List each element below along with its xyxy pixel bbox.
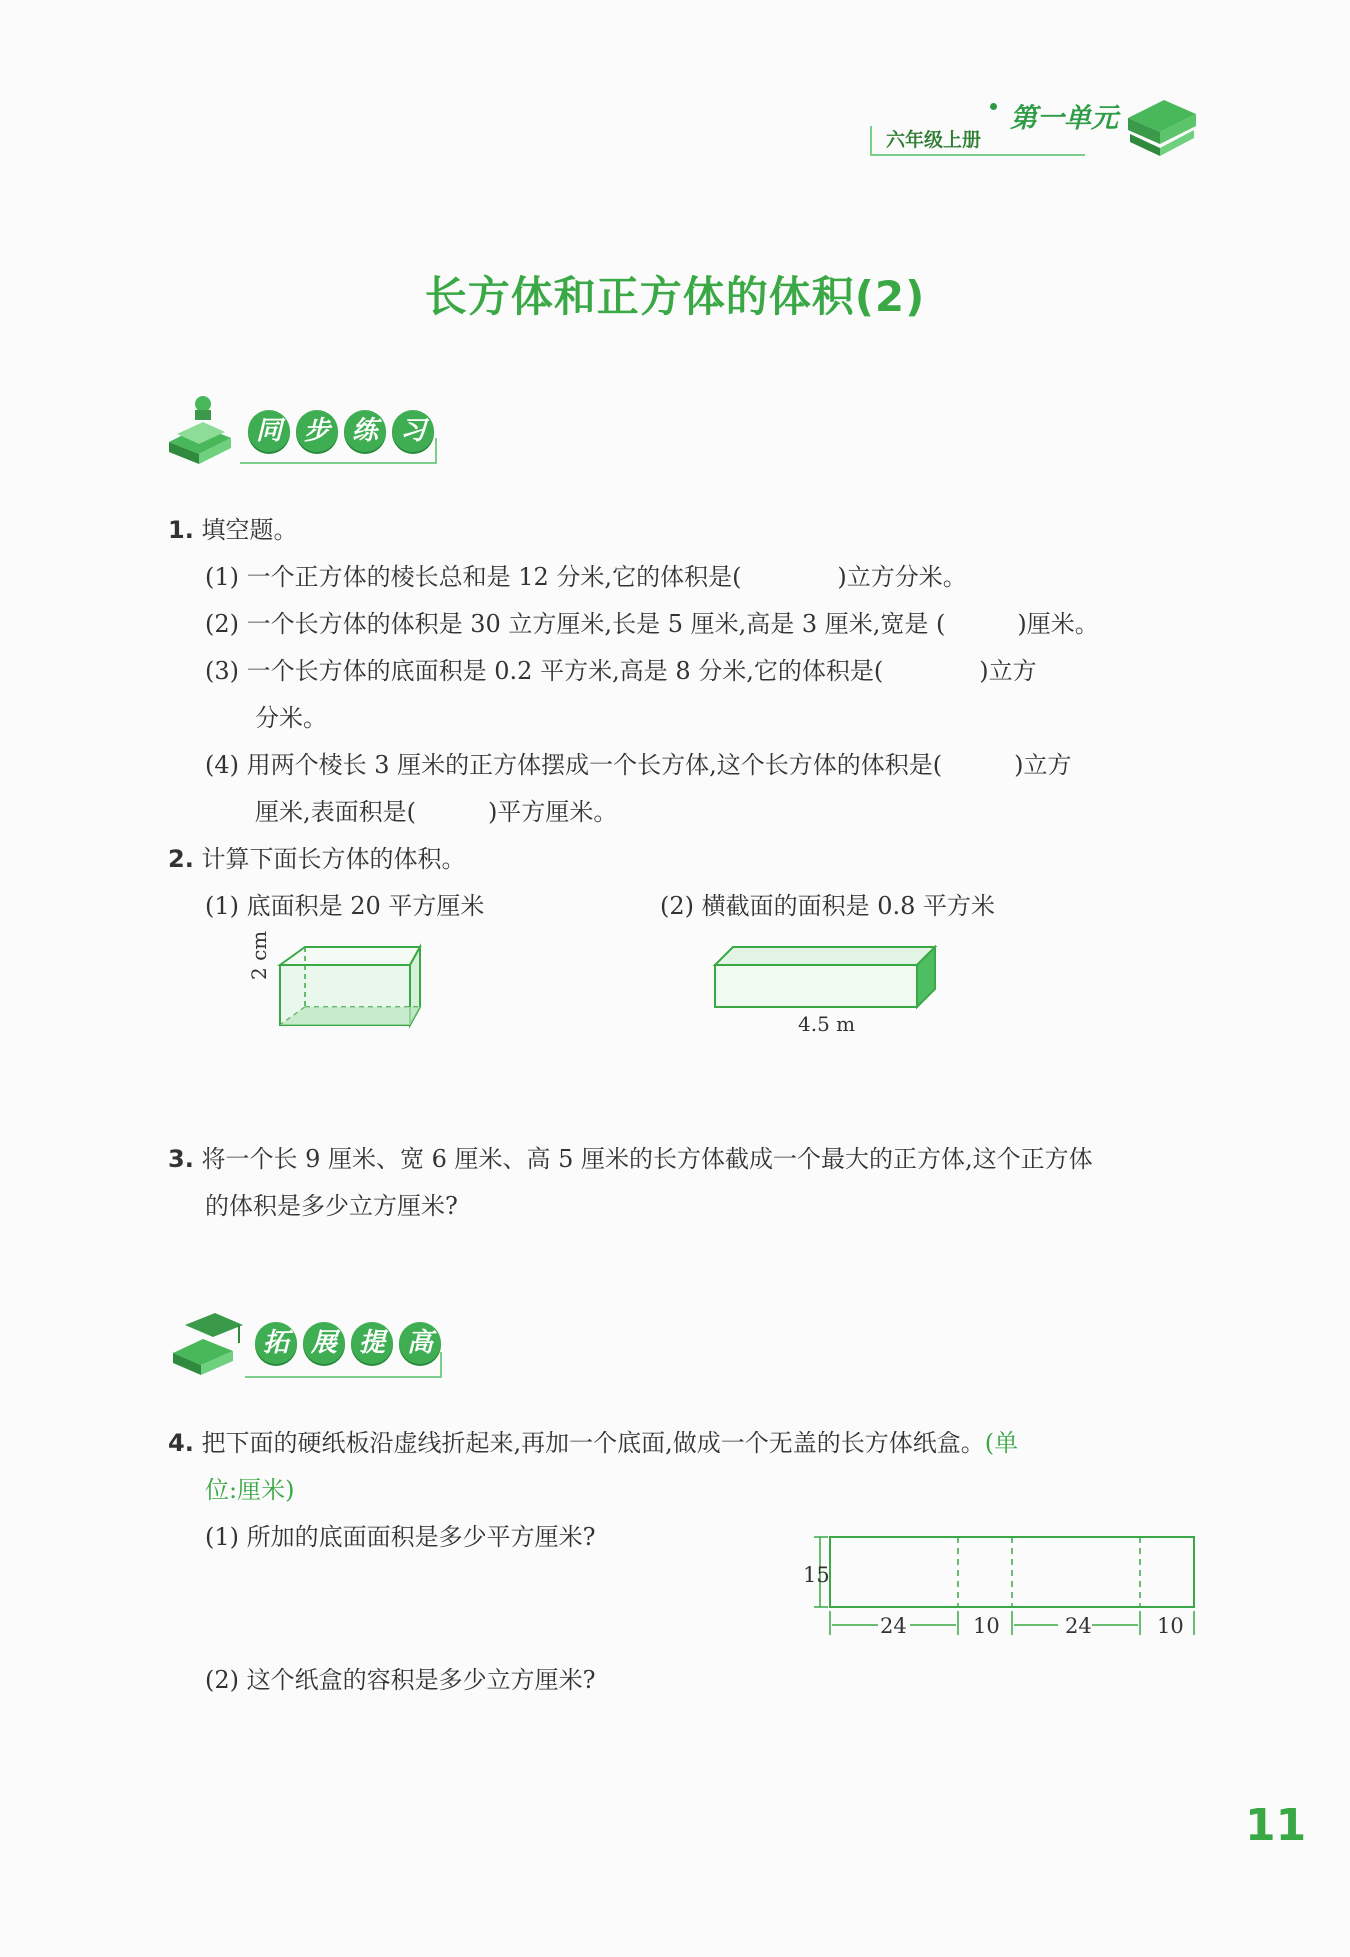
item-label: (4): [205, 751, 239, 779]
question-4: [168, 1428, 1018, 1458]
length-label: 4.5 m: [798, 1012, 856, 1036]
question-number: 2.: [168, 845, 194, 873]
item-label: (2): [205, 610, 239, 638]
graduation-books-icon: [165, 1305, 245, 1380]
question-text: 计算下面长方体的体积。: [201, 845, 466, 873]
q2-part-b: (2) 横截面的面积是 0.8 平方米: [660, 892, 996, 920]
q1-item-2: [205, 609, 1099, 639]
unit-note-cont: 位:厘米): [205, 1476, 295, 1504]
stack-books-icon: [165, 392, 235, 467]
q1-item-1: [205, 562, 967, 592]
books-icon: [1120, 88, 1200, 158]
page-number: 11: [1245, 1800, 1307, 1851]
section-sync: [248, 410, 434, 452]
section-char: 练: [344, 410, 386, 452]
question-2: [168, 844, 465, 874]
question-3: [168, 1144, 1093, 1174]
section-char: 高: [399, 1322, 441, 1364]
section-char: 拓: [255, 1322, 297, 1364]
q1-item-3: [205, 656, 1037, 686]
question-number: 4.: [168, 1429, 194, 1457]
q1-item-4: [205, 750, 1072, 780]
section-char: 习: [392, 410, 434, 452]
q4-sub-2: (2) 这个纸盒的容积是多少立方厘米?: [205, 1666, 596, 1694]
dim-height: 15: [803, 1563, 830, 1587]
section-extend: [255, 1322, 441, 1364]
section-char: 提: [351, 1322, 393, 1364]
item-text: 一个长方体的体积是 30 立方厘米,长是 5 厘米,高是 3 厘米,宽是 ( )厘米。: [246, 610, 1099, 638]
question-number: 3.: [168, 1145, 194, 1173]
page-title: 长方体和正方体的体积(2): [424, 272, 926, 321]
item-text: 一个长方体的底面积是 0.2 平方米,高是 8 分米,它的体积是( )立方: [246, 657, 1037, 685]
question-3-cont: 的体积是多少立方厘米?: [205, 1192, 458, 1220]
q2-part-a: (1) 底面积是 20 平方厘米: [205, 892, 485, 920]
question-number: 1.: [168, 516, 194, 544]
question-text: 填空题。: [201, 516, 298, 544]
section-char: 同: [248, 410, 290, 452]
cuboid-figure-a: [250, 935, 430, 1035]
unit-note: (单: [984, 1429, 1019, 1457]
q4-sub-1: (1) 所加的底面面积是多少平方厘米?: [205, 1523, 596, 1551]
item-label: (1): [205, 563, 239, 591]
cuboid-figure-b: [705, 935, 945, 1015]
section-char: 步: [296, 410, 338, 452]
item-label: (3): [205, 657, 239, 685]
q1-item-3-cont: 分米。: [255, 704, 327, 732]
question-text: 把下面的硬纸板沿虚线折起来,再加一个底面,做成一个无盖的长方体纸盒。: [201, 1429, 985, 1457]
dim-width-2: 24: [1065, 1614, 1092, 1638]
q1-item-4-cont: 厘米,表面积是( )平方厘米。: [255, 798, 618, 826]
item-text: 一个正方体的棱长总和是 12 分米,它的体积是( )立方分米。: [246, 563, 967, 591]
height-label: 2 cm: [247, 930, 271, 980]
dim-depth-1: 10: [973, 1614, 1000, 1638]
header-dot: [990, 103, 997, 110]
question-text: 将一个长 9 厘米、宽 6 厘米、高 5 厘米的长方体截成一个最大的正方体,这个正方体: [201, 1145, 1093, 1173]
grade-label: 六年级上册: [870, 126, 1085, 156]
dim-width-1: 24: [880, 1614, 907, 1638]
section-char: 展: [303, 1322, 345, 1364]
cardboard-net-figure: [800, 1525, 1200, 1645]
unit-label: 第一单元: [1010, 103, 1118, 134]
question-1: [168, 515, 297, 545]
dim-depth-2: 10: [1157, 1614, 1184, 1638]
item-text: 用两个棱长 3 厘米的正方体摆成一个长方体,这个长方体的体积是( )立方: [246, 751, 1072, 779]
